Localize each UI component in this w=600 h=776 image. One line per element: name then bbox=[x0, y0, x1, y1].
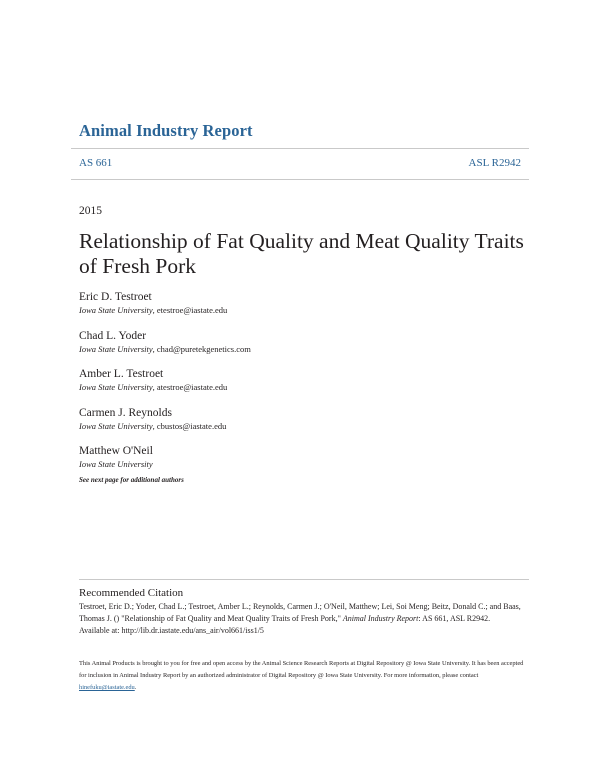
author-entry bbox=[79, 290, 519, 329]
author-name: Matthew O'Neil bbox=[79, 445, 153, 457]
citation-journal: Animal Industry Report bbox=[342, 614, 419, 623]
author-name: Chad L. Yoder bbox=[79, 329, 147, 342]
author-affiliation: Iowa State University, chad@puretekgenetics.com bbox=[79, 343, 251, 354]
author-institution: Iowa State University bbox=[79, 420, 153, 431]
author-affiliation: Iowa State University, atestroe@iastate.edu bbox=[79, 382, 228, 392]
author-name: Carmen J. Reynolds bbox=[79, 406, 172, 419]
author-entry bbox=[79, 329, 519, 368]
publication-year: 2015 bbox=[79, 205, 102, 217]
author-name: Amber L. Testroet bbox=[79, 368, 164, 380]
author-affiliation bbox=[79, 458, 519, 471]
author-email[interactable]: etestroe@iastate.edu bbox=[156, 305, 228, 315]
author-email[interactable]: atestroe@iastate.edu bbox=[156, 382, 228, 392]
series-number-link[interactable]: AS 661 bbox=[79, 157, 113, 169]
citation-body: Testroet, Eric D.; Yoder, Chad L.; Testroet, Amber L.; Reynolds, Carmen J.; O'Neil, Matthew; Lei, Soi Meng; Beitz, Donald C.; and Baas, Thomas J. () "Relationship of Fat Quality and Meat Quality Traits of Fresh Pork," bbox=[79, 602, 521, 623]
author-affiliation: Iowa State University, cbustos@iastate.edu bbox=[79, 420, 227, 431]
header-rule-top bbox=[71, 148, 529, 149]
see-next-page-note: See next page for additional authors bbox=[79, 476, 184, 484]
author-entry bbox=[79, 406, 519, 445]
author-name: Eric D. Testroet bbox=[79, 291, 152, 303]
footer-end: . bbox=[134, 684, 137, 691]
article-title: Relationship of Fat Quality and Meat Quality Traits of Fresh Pork bbox=[79, 229, 524, 278]
author-email[interactable]: chad@puretekgenetics.com bbox=[156, 343, 251, 354]
author-entry bbox=[79, 367, 519, 406]
citation-report-number: : AS 661, ASL R2942. bbox=[418, 614, 491, 623]
journal-title[interactable]: Animal Industry Report bbox=[79, 121, 253, 140]
author-email[interactable]: cbustos@iastate.edu bbox=[156, 420, 227, 431]
header-rule-bottom bbox=[71, 179, 529, 180]
author-institution: Iowa State University bbox=[79, 305, 153, 315]
recommended-citation-heading: Recommended Citation bbox=[79, 587, 184, 599]
author-list bbox=[79, 290, 519, 483]
author-affiliation: Iowa State University, etestroe@iastate.edu bbox=[79, 305, 228, 315]
contact-email-link[interactable]: hinefuku@iastate.edu bbox=[79, 684, 135, 691]
report-number-link[interactable]: ASL R2942 bbox=[468, 157, 521, 169]
citation-rule bbox=[79, 579, 529, 580]
author-institution: Iowa State University bbox=[79, 382, 153, 392]
repository-footer bbox=[79, 658, 531, 694]
author-institution: Iowa State University bbox=[79, 459, 153, 469]
citation-text bbox=[79, 601, 531, 637]
author-institution: Iowa State University bbox=[79, 343, 153, 354]
citation-url[interactable]: Available at: http://lib.dr.iastate.edu/ans_air/vol661/iss1/5 bbox=[79, 626, 264, 635]
footer-text: This Animal Products is brought to you for free and open access by the Animal Science Research Reports at Digital Repository @ Iowa State University. It has been accepted for inclusion in Animal Industry Report by an authorized administrator of Digital Repository @ Iowa State University. For more information, please contact bbox=[79, 660, 524, 679]
